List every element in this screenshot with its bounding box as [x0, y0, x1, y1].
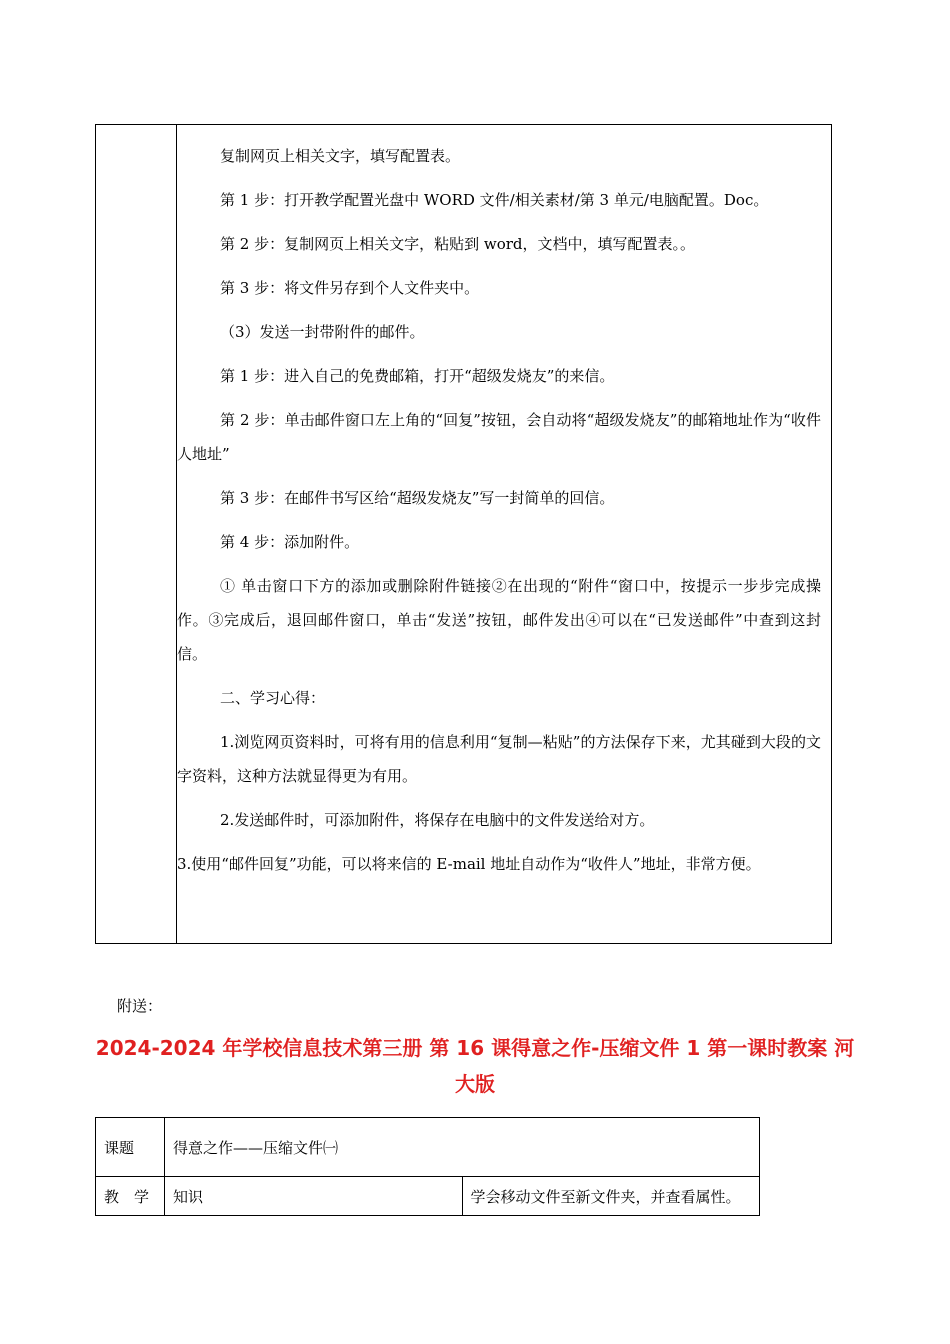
knowledge-value: 学会移动文件至新文件夹，并查看属性。	[462, 1177, 760, 1216]
paragraph: 第 2 步：单击邮件窗口左上角的“回复”按钮，会自动将“超级发烧友”的邮箱地址作为“收件人地址”	[177, 411, 821, 463]
paragraph: 第 1 步：进入自己的免费邮箱，打开“超级发烧友”的来信。	[220, 367, 615, 385]
paragraph: 第 3 步：在邮件书写区给“超级发烧友”写一封简单的回信。	[220, 489, 615, 507]
lesson-info-table	[95, 1117, 760, 1216]
paragraph: ① 单击窗口下方的添加或删除附件链接②在出现的“附件“窗口中，按提示一步步完成操作。③完成后，退回邮件窗口，单击“发送”按钮，邮件发出④可以在“已发送邮件”中查到这封信。	[177, 577, 821, 663]
lesson-content-table	[95, 124, 832, 944]
topic-value: 得意之作——压缩文件㈠	[165, 1118, 760, 1177]
document-title: 2024-2024 年学校信息技术第三册 第 16 课得意之作-压缩文件 1 第一课时教案 河大版	[95, 1036, 855, 1096]
knowledge-label: 知识	[165, 1177, 463, 1216]
paragraph: 第 4 步：添加附件。	[220, 533, 360, 551]
paragraph: 1.浏览网页资料时，可将有用的信息利用“复制—粘贴”的方法保存下来，尤其碰到大段的文字资料，这种方法就显得更为有用。	[177, 733, 821, 785]
paragraph: （3）发送一封带附件的邮件。	[220, 323, 425, 341]
paragraph: 2.发送邮件时，可添加附件，将保存在电脑中的文件发送给对方。	[220, 811, 655, 829]
section-heading: 二、学习心得：	[220, 689, 326, 707]
paragraph: 3.使用“邮件回复”功能，可以将来信的 E-mail 地址自动作为“收件人”地址，非常方便。	[177, 855, 761, 873]
teach-label: 教 学	[96, 1177, 165, 1216]
paragraph: 第 1 步：打开教学配置光盘中 WORD 文件/相关素材/第 3 单元/电脑配置。Doc。	[220, 191, 769, 209]
attach-label: 附送：	[117, 997, 163, 1015]
paragraph: 第 2 步：复制网页上相关文字，粘贴到 word，文档中，填写配置表。。	[220, 235, 695, 253]
paragraph: 第 3 步：将文件另存到个人文件夹中。	[220, 279, 480, 297]
content-cell	[177, 125, 832, 944]
topic-label: 课题	[96, 1118, 165, 1177]
paragraph: 复制网页上相关文字，填写配置表。	[220, 147, 461, 165]
left-empty-cell	[96, 125, 177, 944]
